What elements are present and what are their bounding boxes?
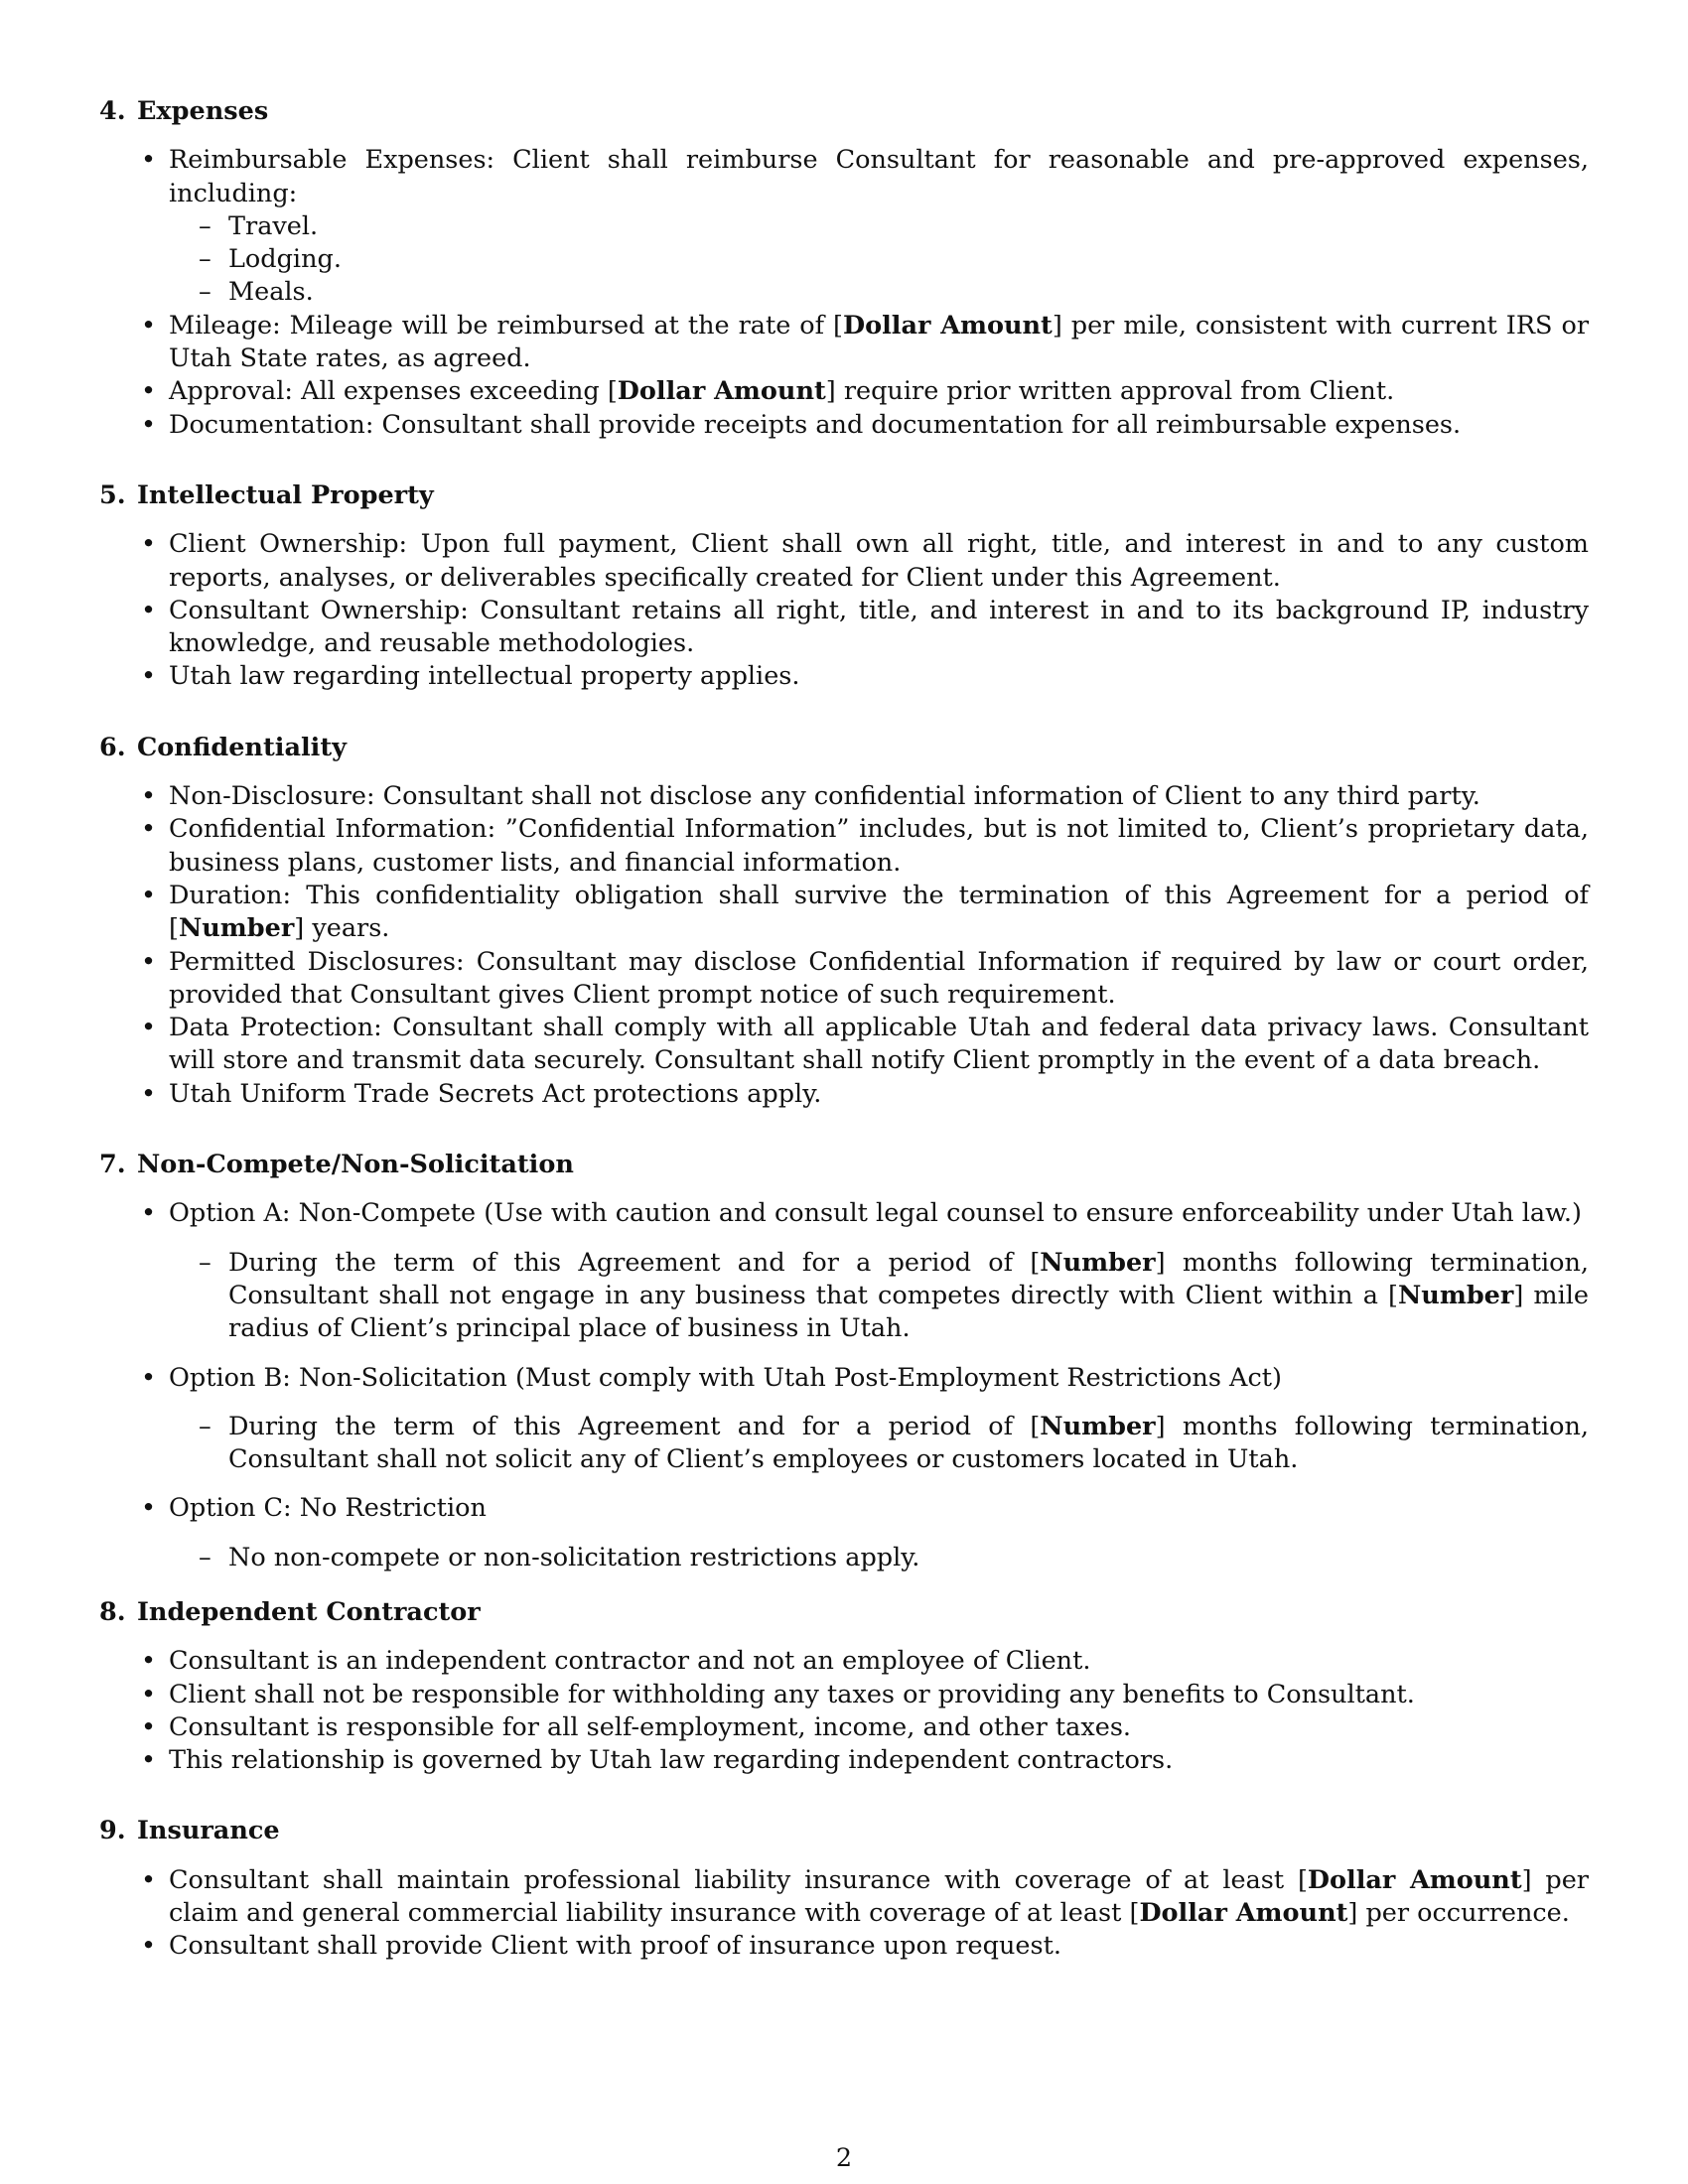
list-item: • Permitted Disclosures: Consultant may disclose Confidential Information if required by law or court order, provided that Consultant gives Client prompt notice of such requirement. xyxy=(99,946,1589,1013)
list-item: • Non-Disclosure: Consultant shall not disclose any confidential information of Client to any third party. xyxy=(99,780,1589,813)
bullet-list xyxy=(99,144,1589,442)
text-segment: During the term of this Agreement and for a period of [ xyxy=(228,1247,1041,1278)
section-number: 4. xyxy=(99,96,126,126)
section-confidentiality xyxy=(99,732,1589,1111)
list-item xyxy=(99,144,1589,309)
text-segment: ] months following termination, Consultant shall not solicit any of Client’s employees or customers located in Utah. xyxy=(228,1411,1590,1475)
text-segment: ] mile radius of Client’s principal place of business in Utah. xyxy=(228,1280,1589,1344)
list-item xyxy=(99,1864,1589,1931)
text-segment: Duration: This confidentiality obligation shall survive the termination of this Agreement for a period of [ xyxy=(169,880,1589,944)
section-heading xyxy=(99,479,1589,512)
bullet-list xyxy=(99,1864,1589,1964)
section-heading xyxy=(99,1149,1589,1181)
option-a-text: Option A: Non-Compete (Use with caution and consult legal counsel to ensure enforceability under Utah law.) xyxy=(169,1198,1582,1229)
option-c-text: Option C: No Restriction xyxy=(169,1493,487,1524)
section-title: Expenses xyxy=(137,96,269,126)
text-segment: During the term of this Agreement and for a period of [ xyxy=(228,1411,1041,1441)
section-insurance xyxy=(99,1815,1589,1963)
sub-list-item: – Meals. xyxy=(169,276,1589,309)
section-title: Non-Compete/Non-Solicitation xyxy=(137,1150,574,1180)
section-expenses xyxy=(99,95,1589,442)
placeholder-bold: Dollar Amount xyxy=(843,310,1053,341)
list-item: • Documentation: Consultant shall provide receipts and documentation for all reimbursable expenses. xyxy=(99,409,1589,442)
list-item xyxy=(99,1492,1589,1574)
text-segment: Mileage: Mileage will be reimbursed at the rate of [ xyxy=(169,310,843,341)
sub-list-item: – Lodging. xyxy=(169,243,1589,276)
sub-list xyxy=(169,1247,1589,1346)
placeholder-bold: Dollar Amount xyxy=(1307,1864,1522,1895)
list-item xyxy=(99,1362,1589,1477)
sub-list-item xyxy=(169,1247,1589,1346)
reimbursable-expenses-text: Reimbursable Expenses: Client shall reimburse Consultant for reasonable and pre-approved expenses, including: xyxy=(169,145,1589,208)
sub-list-item: – Travel. xyxy=(169,210,1589,243)
section-independent-contractor xyxy=(99,1596,1589,1777)
list-item: • Data Protection: Consultant shall comply with all applicable Utah and federal data privacy laws. Consultant will store and transmit data securely. Consultant shall notify Client promptly in the event of a data breach. xyxy=(99,1012,1589,1078)
sub-list-item xyxy=(169,1411,1589,1477)
placeholder-bold: Number xyxy=(178,913,295,944)
section-title: Insurance xyxy=(137,1816,280,1846)
text-segment: ] per occurrence. xyxy=(1347,1898,1570,1929)
text-segment: ] per mile, consistent with current IRS or Utah State rates, as agreed. xyxy=(169,310,1590,374)
list-item xyxy=(99,310,1589,376)
list-item: • Client Ownership: Upon full payment, Client shall own all right, title, and interest in and to any custom reports, analyses, or deliverables specifically created for Client under this Agreement. xyxy=(99,528,1589,595)
bullet-list xyxy=(99,1197,1589,1574)
text-segment: ] years. xyxy=(294,913,390,944)
section-number: 8. xyxy=(99,1596,126,1627)
sub-list xyxy=(169,1411,1589,1477)
placeholder-bold: Dollar Amount xyxy=(1139,1898,1348,1929)
list-item: • Client shall not be responsible for withholding any taxes or providing any benefits to Consultant. xyxy=(99,1679,1589,1711)
option-b-text: Option B: Non-Solicitation (Must comply with Utah Post-Employment Restrictions Act) xyxy=(169,1362,1282,1393)
text-segment: ] per claim and general commercial liability insurance with coverage of at least [ xyxy=(169,1864,1589,1929)
list-item: • Confidential Information: ”Confidential Information” includes, but is not limited to, Client’s proprietary data, business plans, customer lists, and financial information. xyxy=(99,813,1589,880)
sub-list xyxy=(169,1542,1589,1574)
placeholder-bold: Number xyxy=(1040,1411,1156,1441)
placeholder-bold: Dollar Amount xyxy=(617,376,826,407)
page-number: 2 xyxy=(835,2143,853,2173)
text-segment: Consultant shall maintain professional liability insurance with coverage of at least [ xyxy=(169,1864,1308,1895)
list-item xyxy=(99,375,1589,408)
section-non-compete xyxy=(99,1149,1589,1574)
section-title: Confidentiality xyxy=(137,732,347,762)
sub-list-item: – No non-compete or non-solicitation restrictions apply. xyxy=(169,1542,1589,1574)
section-intellectual-property xyxy=(99,479,1589,694)
list-item: • This relationship is governed by Utah law regarding independent contractors. xyxy=(99,1744,1589,1777)
list-item: • Consultant Ownership: Consultant retains all right, title, and interest in and to its background IP, industry knowledge, and reusable methodologies. xyxy=(99,595,1589,661)
list-item: • Consultant is an independent contractor and not an employee of Client. xyxy=(99,1645,1589,1678)
list-item xyxy=(99,880,1589,946)
placeholder-bold: Number xyxy=(1398,1280,1514,1310)
text-segment: ] months following termination, Consultant shall not engage in any business that competes directly with Client within a [ xyxy=(228,1247,1590,1310)
placeholder-bold: Number xyxy=(1040,1247,1156,1278)
list-item: • Utah law regarding intellectual property applies. xyxy=(99,660,1589,693)
section-title: Intellectual Property xyxy=(137,479,434,510)
section-number: 5. xyxy=(99,479,126,510)
section-number: 6. xyxy=(99,732,126,762)
section-number: 9. xyxy=(99,1816,126,1846)
section-number: 7. xyxy=(99,1150,126,1180)
list-item: • Consultant shall provide Client with proof of insurance upon request. xyxy=(99,1930,1589,1963)
bullet-list xyxy=(99,528,1589,693)
bullet-list xyxy=(99,780,1589,1111)
section-title: Independent Contractor xyxy=(137,1596,481,1627)
list-item: • Consultant is responsible for all self-employment, income, and other taxes. xyxy=(99,1711,1589,1744)
text-segment: Approval: All expenses exceeding [ xyxy=(169,376,618,407)
bullet-list xyxy=(99,1645,1589,1777)
section-heading xyxy=(99,95,1589,128)
section-heading xyxy=(99,1596,1589,1629)
sub-list xyxy=(169,210,1589,310)
list-item xyxy=(99,1197,1589,1345)
text-segment: ] require prior written approval from Client. xyxy=(825,376,1395,407)
section-heading xyxy=(99,1815,1589,1847)
list-item: • Utah Uniform Trade Secrets Act protections apply. xyxy=(99,1078,1589,1111)
section-heading xyxy=(99,732,1589,764)
